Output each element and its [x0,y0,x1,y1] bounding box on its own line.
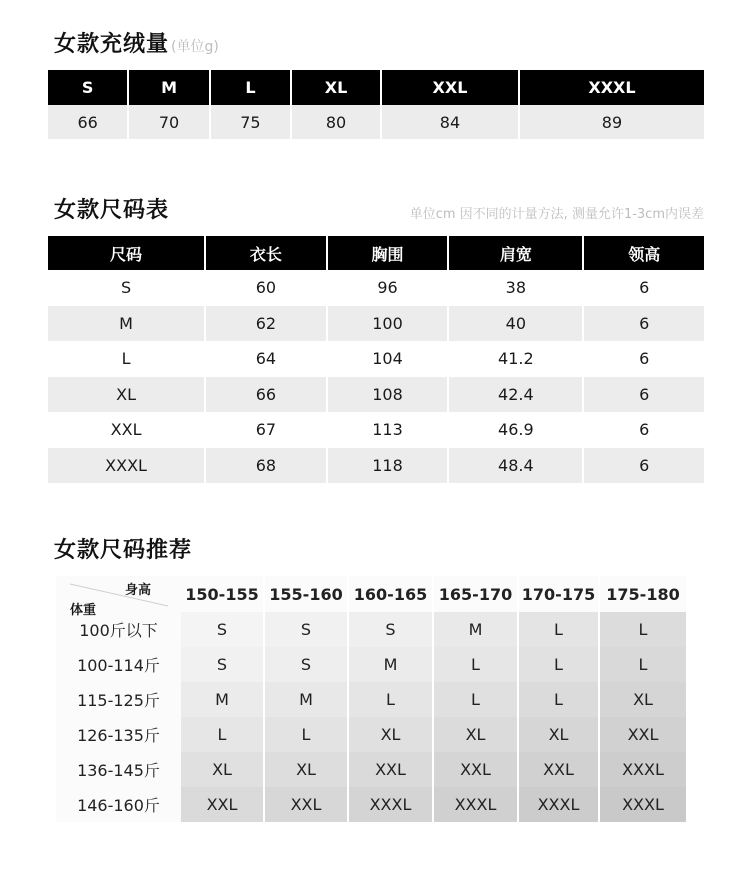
table-cell: 100 [328,306,448,342]
recommended-size-cell: L [181,717,263,752]
recommended-size-cell: XXXL [349,787,432,822]
table-cell: 96 [377,278,398,298]
size-recommend-table [56,576,688,822]
recommended-size-cell: XL [519,717,598,752]
column-header: 胸围 [328,236,448,270]
recommended-size-cell: L [600,647,686,682]
recommended-size-cell: M [434,612,517,647]
table-cell: 46.9 [498,420,534,440]
recommended-size-cell: XXL [349,752,432,787]
recommended-size-cell: S [265,647,347,682]
recommended-size-cell: XXL [519,752,598,787]
table-cell: 64 [255,349,277,369]
column-header: 肩宽 [449,236,582,270]
down-fill-value-cell: 66 [48,105,127,139]
down-fill-title-text: 女款充绒量 [54,32,170,57]
weight-range-label: 100-114斤 [56,647,181,682]
size-chart-title: 女款尺码表 [54,198,170,223]
recommended-size-cell: XXL [434,752,517,787]
table-row [48,448,704,484]
table-cell: 68 [206,448,326,484]
recommend-header-row [56,576,688,618]
recommended-size-cell: XXL [600,717,686,752]
down-fill-value-cell: 70 [129,105,208,139]
size-header-cell: XL [292,70,380,105]
size-header-cell: XXL [382,70,518,105]
size-chart-table [46,236,706,483]
recommend-row [56,647,688,682]
down-fill-table [46,70,706,139]
recommended-size-cell: L [519,612,598,647]
recommended-size-cell: XL [349,717,432,752]
weight-range-label: 146-160斤 [56,787,181,822]
table-row [48,377,704,413]
height-range-header: 155-160 [265,576,347,612]
recommended-size-cell: S [181,647,263,682]
height-axis-label: 身高 [124,583,151,598]
table-cell: M [48,306,204,342]
recommended-size-cell: L [519,647,598,682]
table-cell: L [121,349,131,369]
height-range-header: 160-165 [349,576,432,612]
table-cell: 6 [584,448,704,484]
table-cell: S [120,278,132,298]
down-fill-value-cell: 80 [292,105,380,139]
table-cell: 113 [372,420,403,440]
recommended-size-cell: S [265,612,347,647]
recommended-size-cell: XXL [265,787,347,822]
table-cell: 6 [639,420,650,440]
height-range-header: 170-175 [519,576,598,612]
recommend-row [56,717,688,752]
table-cell: 6 [584,377,704,413]
weight-range-label: 136-145斤 [56,752,181,787]
table-cell: 62 [206,306,326,342]
size-header-cell: L [211,70,290,105]
table-cell: 41.2 [498,349,534,369]
height-range-header: 165-170 [434,576,517,612]
recommended-size-cell: L [519,682,598,717]
recommended-size-cell: L [265,717,347,752]
table-cell: 6 [639,349,650,369]
weight-range-label: 100斤以下 [56,612,181,647]
down-fill-value-cell: 84 [382,105,518,139]
height-range-header: 150-155 [181,576,263,612]
recommended-size-cell: M [265,682,347,717]
table-cell: XL [48,377,204,413]
recommended-size-cell: XXL [181,787,263,822]
recommend-row [56,682,688,717]
recommended-size-cell: XL [600,682,686,717]
table-cell: 118 [328,448,448,484]
recommended-size-cell: XXXL [519,787,598,822]
weight-range-label: 115-125斤 [56,682,181,717]
recommended-size-cell: XXXL [600,787,686,822]
table-cell: 67 [255,420,277,440]
table-cell: 60 [255,278,277,298]
recommended-size-cell: XXXL [434,787,517,822]
size-recommend-title: 女款尺码推荐 [54,538,193,563]
table-cell: 38 [505,278,527,298]
size-chart-header-row [48,236,704,270]
corner-header [56,576,181,618]
recommended-size-cell: L [349,682,432,717]
size-chart-note: 单位cm 因不同的计量方法, 测量允许1-3cm内误差 [409,207,704,222]
down-fill-unit: (单位g) [171,39,219,55]
table-cell: 48.4 [449,448,582,484]
table-cell: 6 [639,278,650,298]
table-cell: 6 [584,306,704,342]
recommended-size-cell: XXXL [600,752,686,787]
weight-axis-label: 体重 [70,603,97,618]
table-row [48,306,704,342]
recommended-size-cell: L [434,682,517,717]
size-header-cell: XXXL [520,70,704,105]
down-fill-title [54,27,219,58]
table-row [48,341,704,377]
recommended-size-cell: M [181,682,263,717]
weight-range-label: 126-135斤 [56,717,181,752]
down-fill-value-row [48,105,704,139]
recommended-size-cell: XL [434,717,517,752]
table-cell: XXXL [48,448,204,484]
table-row [48,412,704,448]
recommend-row [56,612,688,647]
table-cell: 66 [206,377,326,413]
down-fill-header-row [48,70,704,105]
table-cell: XXL [110,420,142,440]
down-fill-value-cell: 89 [520,105,704,139]
size-header-cell: S [48,70,127,105]
table-cell: 42.4 [449,377,582,413]
recommended-size-cell: S [181,612,263,647]
column-header: 尺码 [48,236,204,270]
recommended-size-cell: L [434,647,517,682]
down-fill-value-cell: 75 [211,105,290,139]
recommended-size-cell: XL [181,752,263,787]
size-header-cell: M [129,70,208,105]
recommended-size-cell: L [600,612,686,647]
table-cell: 104 [372,349,403,369]
recommended-size-cell: XL [265,752,347,787]
height-range-header: 175-180 [600,576,686,612]
table-cell: 40 [449,306,582,342]
recommended-size-cell: M [349,647,432,682]
table-cell: 108 [328,377,448,413]
table-row [48,270,704,306]
recommend-row [56,752,688,787]
column-header: 衣长 [206,236,326,270]
column-header: 领高 [584,236,704,270]
recommend-row [56,787,688,822]
recommended-size-cell: S [349,612,432,647]
